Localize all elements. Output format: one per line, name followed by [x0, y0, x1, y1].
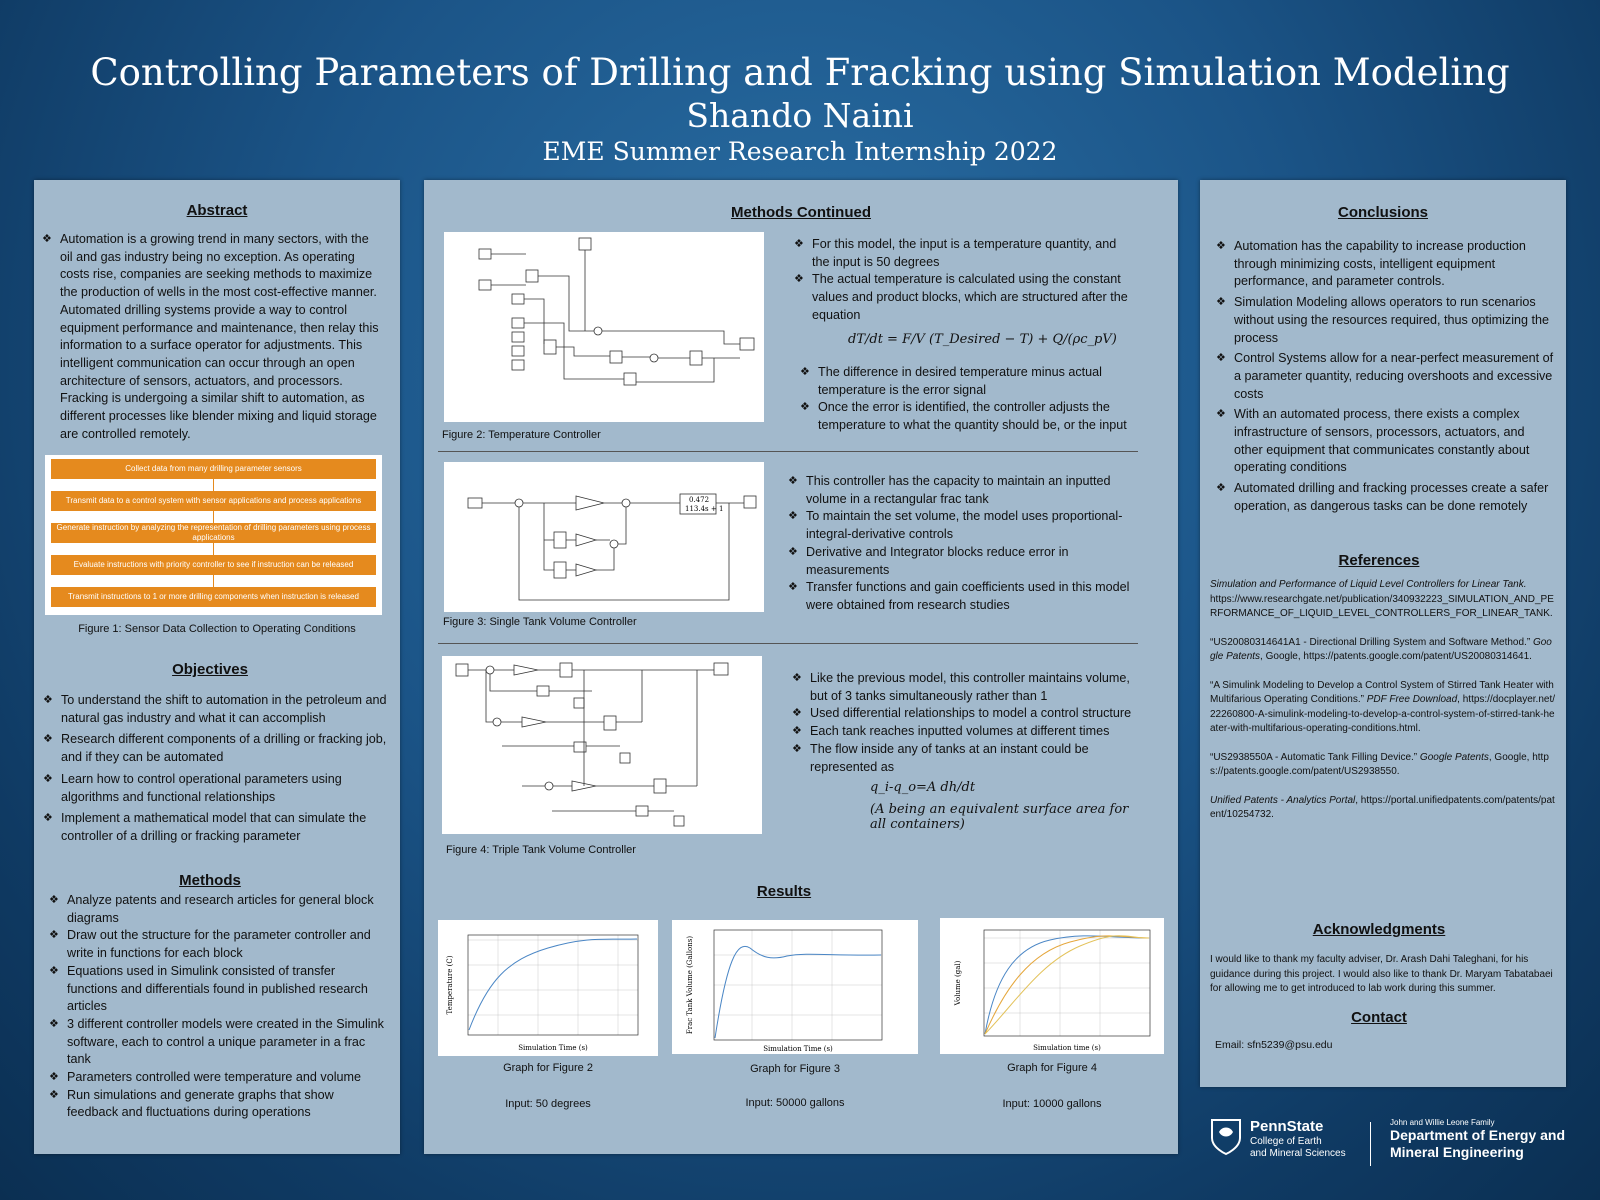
- objectives-heading: Objectives: [172, 661, 248, 678]
- graph-figure3-caption: Graph for Figure 3: [750, 1063, 840, 1075]
- graph-figure2-caption: Graph for Figure 2: [503, 1062, 593, 1074]
- figure1-flowchart: [45, 455, 382, 615]
- figure4-item: ❖ The flow inside any of tanks at an instant could be represented as: [792, 741, 1132, 776]
- conclusions-heading: Conclusions: [1337, 204, 1428, 221]
- flow-step: Generate instruction by analyzing the representation of drilling parameters using process applications: [51, 523, 376, 543]
- graph-figure3-xlabel: Simulation Time (s): [763, 1045, 833, 1053]
- acknowledgments-text: I would like to thank my faculty adviser, Dr. Arash Dahi Taleghani, for his guidance during this project. I would also like to thank Dr. Maryam Tabatabaei for allowing me to get introduced to lab work during this summer.: [1210, 954, 1553, 994]
- figure4-equation-note: (A being an equivalent surface area for all containers): [870, 802, 1129, 832]
- figure3-item: ❖ Transfer functions and gain coefficients used in this model were obtained from research studies: [788, 579, 1133, 614]
- objective-item: ❖ Research different components of a drilling or fracking job, and if they can be automated: [43, 731, 388, 766]
- svg-text:113.4s + 1: 113.4s + 1: [685, 505, 724, 513]
- figure3-item: ❖ This controller has the capacity to maintain an inputted volume in a rectangular frac tank: [788, 473, 1133, 508]
- flow-step: Evaluate instructions with priority controller to see if instruction can be released: [51, 555, 376, 575]
- right-panel: [1200, 180, 1566, 1087]
- conclusion-item: ❖ Control Systems allow for a near-perfect measurement of a parameter quantity, reducing overshoots and excessive costs: [1216, 350, 1556, 403]
- reference-item: “US2938550A - Automatic Tank Filling Device.” Google Patents, Google, https://patents.google.com/patent/US2938550.: [1210, 751, 1549, 777]
- poster-header: [0, 50, 1600, 168]
- conclusion-item: ❖ Automation has the capability to increase production through minimizing costs, intelligent equipment performance, and parameter controls.: [1216, 238, 1556, 291]
- contact-email: Email: sfn5239@psu.edu: [1215, 1039, 1333, 1051]
- figure1-caption: Figure 1: Sensor Data Collection to Operating Conditions: [78, 623, 356, 635]
- svg-text:0.472: 0.472: [689, 496, 710, 504]
- abstract-list: [42, 231, 384, 443]
- graph-figure4: [940, 918, 1164, 1054]
- figure3-single-tank-diagram: [444, 462, 764, 612]
- contact-heading: Contact: [1351, 1009, 1407, 1026]
- flow-step: Transmit data to a control system with sensor applications and process applications: [51, 491, 376, 511]
- psu-logo: PennState College of Earth and Mineral Sciences: [1210, 1118, 1360, 1162]
- reference-item: Unified Patents - Analytics Portal, https://portal.unifiedpatents.com/patents/patent/10254732.: [1210, 794, 1555, 820]
- graph-figure3: [672, 920, 918, 1054]
- left-panel: [34, 180, 400, 1154]
- graph-figure2-input: Input: 50 degrees: [505, 1098, 591, 1110]
- flow-step: Transmit instructions to 1 or more drilling components when instruction is released: [51, 587, 376, 607]
- graph-figure2: [438, 920, 658, 1056]
- graph-figure2-ylabel: Temperature (C): [446, 955, 454, 1015]
- conclusion-item: ❖ With an automated process, there exists a complex infrastructure of sensors, processors, actuators, and other equipment that communicates constantly about operating conditions: [1216, 406, 1556, 477]
- graph-figure4-input: Input: 10000 gallons: [1002, 1098, 1102, 1110]
- psu-shield-icon: [1210, 1118, 1242, 1156]
- reference-item: Simulation and Performance of Liquid Level Controllers for Linear Tank. https://www.researchgate.net/publication/340932223_SIMULATION_AND_PERFORMANCE_OF_LIQUID_LEVEL_CONTROLLERS_FOR_LINEAR_TANK.: [1210, 579, 1554, 619]
- department-logo: John and Willie Leone Family Department of Energy and Mineral Engineering: [1390, 1118, 1566, 1160]
- section-divider: [438, 643, 1138, 644]
- graph-figure2-xlabel: Simulation Time (s): [518, 1044, 588, 1052]
- poster-subtitle: EME Summer Research Internship 2022: [542, 137, 1058, 166]
- section-divider: [438, 451, 1138, 452]
- middle-panel: [424, 180, 1178, 1154]
- flow-arrow: [213, 543, 214, 555]
- conclusion-item: ❖ Automated drilling and fracking processes create a safer operation, as dangerous tasks can be done remotely: [1216, 480, 1556, 515]
- figure3-caption: Figure 3: Single Tank Volume Controller: [443, 616, 637, 628]
- graph-figure4-caption: Graph for Figure 4: [1007, 1062, 1097, 1074]
- objective-item: ❖ Implement a mathematical model that can simulate the controller of a drilling or fracking parameter: [43, 810, 388, 845]
- figure3-bullets: [788, 473, 1133, 615]
- figure4-triple-tank-diagram: [442, 656, 762, 834]
- method-item: ❖ Analyze patents and research articles for general block diagrams: [49, 892, 384, 927]
- conclusions-list: [1216, 238, 1556, 516]
- figure2-item: ❖ The difference in desired temperature minus actual temperature is the error signal: [800, 364, 1130, 399]
- figure2-item: ❖ For this model, the input is a temperature quantity, and the input is 50 degrees: [794, 236, 1134, 271]
- figure4-caption: Figure 4: Triple Tank Volume Controller: [446, 844, 636, 856]
- conclusion-item: ❖ Simulation Modeling allows operators to run scenarios without using the resources required, thus optimizing the process: [1216, 294, 1556, 347]
- methods-continued-heading: Methods Continued: [731, 204, 871, 221]
- objective-item: ❖ Learn how to control operational parameters using algorithms and functional relationships: [43, 771, 388, 806]
- abstract-heading: Abstract: [186, 202, 248, 219]
- references-heading: References: [1338, 552, 1420, 569]
- figure4-item: ❖ Each tank reaches inputted volumes at different times: [792, 723, 1132, 741]
- methods-heading: Methods: [179, 872, 241, 889]
- poster-title: Controlling Parameters of Drilling and Fracking using Simulation Modeling: [90, 51, 1510, 94]
- method-item: ❖ Equations used in Simulink consisted of transfer functions and differentials found in published research articles: [49, 963, 384, 1016]
- method-item: ❖ Draw out the structure for the parameter controller and write in functions for each block: [49, 927, 384, 962]
- method-item: ❖ 3 different controller models were created in the Simulink software, each to control a unique parameter in a frac tank: [49, 1016, 384, 1069]
- figure2-caption: Figure 2: Temperature Controller: [442, 429, 601, 441]
- footer-divider: [1370, 1122, 1371, 1166]
- flow-step: Collect data from many drilling parameter sensors: [51, 459, 376, 479]
- figure4-bullets: [792, 670, 1132, 776]
- graph-figure4-xlabel: Simulation time (s): [1033, 1044, 1101, 1052]
- objectives-list: [43, 692, 388, 846]
- figure4-item: ❖ Used differential relationships to model a control structure: [792, 705, 1132, 723]
- reference-item: “US20080314641A1 - Directional Drilling System and Software Method.” Google Patents, Google, https://patents.google.com/patent/US20080314641.: [1210, 636, 1552, 662]
- figure3-item: ❖ Derivative and Integrator blocks reduce error in measurements: [788, 544, 1133, 579]
- objective-item: ❖ To understand the shift to automation in the petroleum and natural gas industry and what it can accomplish: [43, 692, 388, 727]
- figure2-bullets-b: [800, 364, 1130, 435]
- poster-author: Shando Naini: [686, 96, 914, 135]
- methods-list: [49, 892, 384, 1122]
- figure2-equation: dT/dt = F/V (T_Desired − T) + Q/(ρc_pV): [848, 332, 1117, 347]
- reference-item: “A Simulink Modeling to Develop a Control System of Stirred Tank Heater with Multifarious Operating Conditions.” PDF Free Download, https://docplayer.net/22260800-A-simulink-modeling-to-develop-a-control-system-of-stirred-tank-heater-with-multifarious-operating-conditions.html.: [1210, 679, 1556, 734]
- flow-arrow: [213, 575, 214, 587]
- method-item: ❖ Run simulations and generate graphs that show feedback and fluctuations during operations: [49, 1087, 384, 1122]
- figure2-item: ❖ Once the error is identified, the controller adjusts the temperature to what the quantity should be, or the input: [800, 399, 1130, 434]
- figure2-temperature-controller-diagram: [444, 232, 764, 422]
- results-heading: Results: [756, 883, 812, 900]
- figure4-equation: q_i-q_o=A dh/dt: [870, 780, 976, 795]
- figure3-item: ❖ To maintain the set volume, the model uses proportional-integral-derivative controls: [788, 508, 1133, 543]
- references-list: [1210, 578, 1556, 837]
- flow-arrow: [213, 479, 214, 491]
- graph-figure3-ylabel: Frac Tank Volume (Gallons): [686, 935, 694, 1035]
- method-item: ❖ Parameters controlled were temperature and volume: [49, 1069, 384, 1087]
- graph-figure4-ylabel: Volume (gal): [954, 960, 962, 1006]
- abstract-text: ❖ Automation is a growing trend in many sectors, with the oil and gas industry being no exception. As operating costs rise, companies are seeking methods to maximize the production of wells in the most cost-effective manner. Automated drilling systems provide a way to control equipment performance and maintenance, then relay this information to a surface operator for adjustments. This intelligent communication can occur through an open architecture of sensors, actuators, and processors. Fracking is undergoing a similar shift to automation, as different processes like blender mixing and liquid storage are controlled remotely.: [42, 231, 384, 443]
- figure4-item: ❖ Like the previous model, this controller maintains volume, but of 3 tanks simultaneously rather than 1: [792, 670, 1132, 705]
- flow-arrow: [213, 511, 214, 523]
- figure2-item: ❖ The actual temperature is calculated using the constant values and product blocks, which are structured after the equation: [794, 271, 1134, 324]
- figure2-bullets-a: [794, 236, 1134, 325]
- graph-figure3-input: Input: 50000 gallons: [745, 1097, 845, 1109]
- acknowledgments-heading: Acknowledgments: [1312, 921, 1446, 938]
